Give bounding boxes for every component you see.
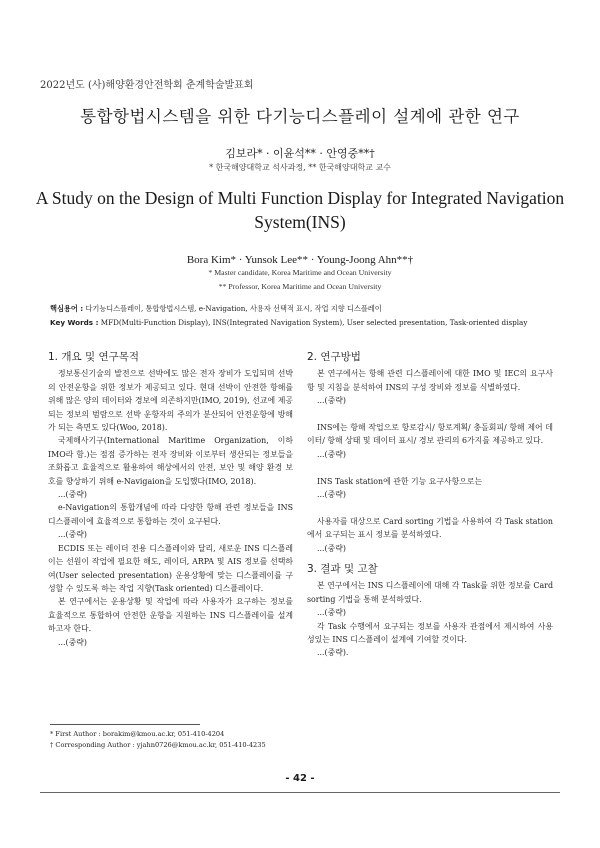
section2-paragraph-2: INS에는 항해 작업으로 항로감시/ 항로계획/ 충돌회피/ 항해 제어 데이터/ 항해 상태 및 데이터 표시/ 경보 관리의 6가지를 제공하고 있다. — [307, 423, 553, 446]
english-affiliation-2: ** Professor, Korea Maritime and Ocean University — [218, 282, 382, 291]
footnote-first-author: * First Author : borakim@kmou.ac.kr, 051-410-4204 — [50, 730, 225, 738]
section2-omitted-1: ...(중략) — [317, 396, 346, 406]
footnote-corresponding-author: † Corresponding Author : yjahn0726@kmou.ac.kr, 051-410-4235 — [50, 741, 266, 749]
section1-paragraph-5: 본 연구에서는 운용상황 및 작업에 따라 사용자가 요구하는 정보를 효율적으로 통합하여 안전한 운항을 지원하는 INS 디스플레이를 설계하고자 한다. — [48, 597, 293, 634]
keywords-korean-label: 핵심용어 : — [50, 304, 84, 313]
section1-paragraph-2: 국제해사기구(International Maritime Organization, 이하 IMO라 함.)는 점점 증가하는 전자 장비와 이로부터 생산되는 정보들을 조화롭고 효율적으로 활용하여 해상에서의 안전, 보안 및 해양 환경 보호를 향상하기 위해 e-Navigaion을 도입했다(IMO, 2018). — [48, 436, 293, 486]
section1-paragraph-3: e-Navigation의 통합개념에 따라 다양한 항해 관련 정보들을 INS 디스플레이에 효율적으로 통합하는 것이 요구된다. — [48, 503, 293, 526]
footnote-separator — [50, 724, 200, 725]
section3-omitted-1: ...(중략) — [317, 608, 346, 618]
section2-omitted-2: ...(중략) — [317, 449, 346, 459]
section1-omitted-3: ...(중략) — [58, 637, 87, 647]
english-title — [30, 186, 570, 234]
left-column — [48, 351, 293, 649]
page-number: - 42 - — [285, 773, 315, 784]
korean-title: 통합항법시스템을 위한 다기능디스플레이 설계에 관한 연구 — [80, 107, 520, 126]
keywords-english — [50, 318, 560, 327]
english-title-line1: A Study on the Design of Multi Function Display for Integrated Navigation — [35, 188, 565, 208]
english-title-line2: System(INS) — [254, 212, 346, 232]
section2-heading: 2. 연구방법 — [307, 351, 361, 363]
english-authors: Bora Kim* · Yunsok Lee** · Young-Joong Ahn**† — [186, 254, 414, 266]
section3-heading: 3. 결과 및 고찰 — [307, 563, 378, 576]
keywords-korean-text: 다기능디스플레이, 통합항법시스템, e-Navigation, 사용자 선택적 표시, 작업 지향 디스플레이 — [83, 304, 382, 313]
conference-header: 2022년도 (사)해양환경안전학회 춘계학술발표회 — [40, 80, 254, 91]
korean-affiliations: * 한국해양대학교 석사과정, ** 한국해양대학교 교수 — [209, 163, 391, 172]
section1-heading: 1. 개요 및 연구목적 — [48, 351, 140, 363]
section3-paragraph-1: 본 연구에서는 INS 디스플레이에 대해 각 Task를 위한 정보를 Card sorting 기법을 통해 분석하였다. — [307, 581, 553, 604]
keywords-english-text: MFD(Multi-Function Display), INS(Integrated Navigation System), User selected presentation, Task-oriented display — [98, 318, 528, 327]
bottom-rule — [40, 792, 560, 793]
section2-paragraph-1: 본 연구에서는 항해 관련 디스플레이에 대한 IMO 및 IEC의 요구사항 및 지침을 분석하여 INS의 구성 장비와 정보를 식별하였다. — [307, 369, 553, 392]
section2-paragraph-4: 사용자를 대상으로 Card sorting 기법을 사용하여 각 Task station에서 요구되는 표시 정보를 분석하였다. — [307, 516, 553, 540]
section1-omitted-2: ...(중략) — [58, 530, 87, 540]
english-affiliation-1: * Master candidate, Korea Maritime and Ocean University — [208, 268, 392, 277]
section3-omitted-2: ...(중략). — [317, 648, 349, 658]
section2-omitted-4: ...(중략) — [317, 543, 346, 553]
section1-omitted-1: ...(중략) — [58, 490, 87, 500]
right-column — [307, 351, 553, 660]
keywords-korean — [50, 304, 560, 314]
keywords-english-label: Key Words : — [50, 318, 99, 327]
section3-paragraph-2: 각 Task 수행에서 요구되는 정보를 사용자 관점에서 제시하여 사용성있는 INS 디스플레이 설계에 기여할 것이다. — [307, 621, 553, 645]
section2-omitted-3: ...(중략) — [317, 490, 346, 500]
section1-paragraph-1: 정보통신기술의 발전으로 선박에도 많은 전자 장비가 도입되며 선박의 안전운항을 위한 정보가 제공되고 있다. 현대 선박이 안전한 항해를 위해 많은 양의 데이터와 경보에 의존하지만(IMO, 2019), 선교에 제공되는 정보의 범람으로 선박 운항자의 주의가 분산되어 안전운항에 방해가 되는 측면도 있다(Woo, 2018). — [48, 369, 293, 433]
section1-paragraph-4: ECDIS 또는 레이더 전용 디스플레이와 달리, 새로운 INS 디스플레이는 선원이 작업에 필요한 해도, 레이더, ARPA 및 AIS 정보를 선택하여(User selected presentation) 운용상황에 맞는 디스플레이를 구성할 수 있도록 하는 작업 지향(Task oriented) 디스플레이다. — [48, 543, 293, 593]
korean-authors: 김보라* · 이윤석** · 안영중**† — [225, 147, 375, 160]
section2-paragraph-3: INS Task station에 관한 기능 요구사항으로는 — [317, 476, 483, 486]
